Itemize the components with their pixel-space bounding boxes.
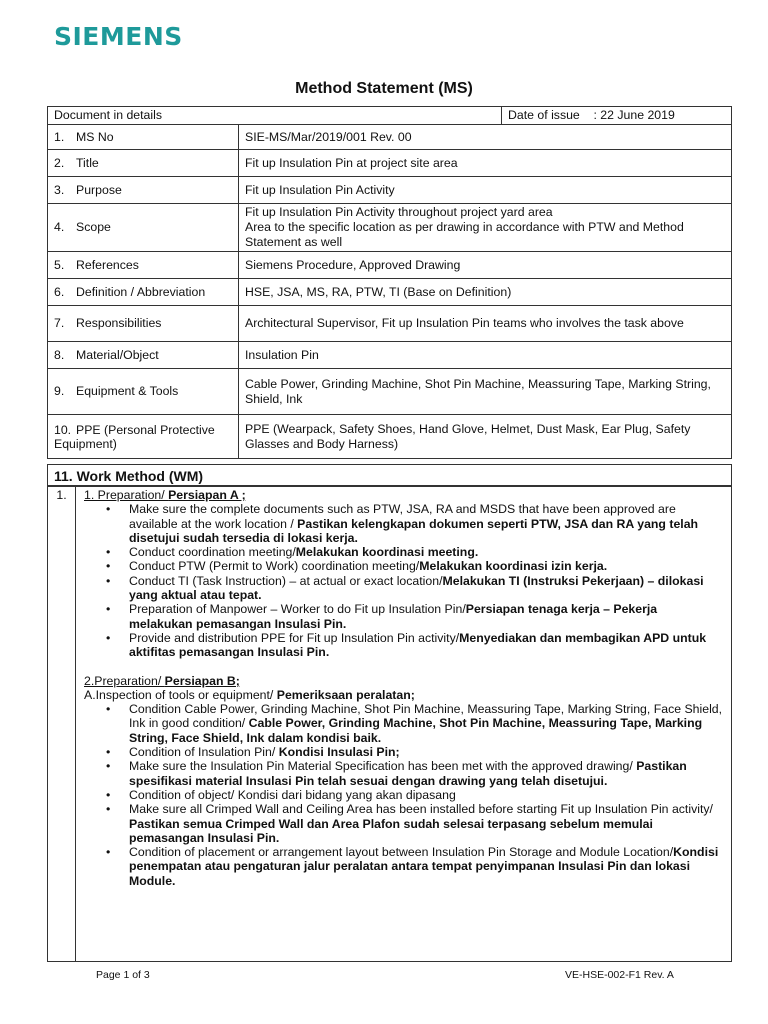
page-title: Method Statement (MS) <box>295 80 473 97</box>
info-row-num: 1. <box>54 129 65 144</box>
info-row-num: 7. <box>54 316 65 330</box>
info-row <box>48 125 732 150</box>
info-row-label: 10. PPE (Personal Protective Equipment) <box>48 415 239 459</box>
info-row-value: PPE (Wearpack, Safety Shoes, Hand Glove, Helmet, Dust Mask, Ear Plug, Safety Glasses and Body Harness) <box>239 415 732 459</box>
prep-a-title: 1. Preparation/ Persiapan A ; <box>84 488 246 502</box>
info-row <box>48 342 732 369</box>
info-row <box>48 150 732 177</box>
info-row-num: 2. <box>54 155 65 170</box>
info-row <box>48 306 732 342</box>
date-of-issue-value: : 22 June 2019 <box>593 108 675 122</box>
info-row-label: 4. Scope <box>48 204 239 252</box>
prep-b-subtitle: A.Inspection of tools or equipment/ Pemeriksaan peralatan; <box>84 687 415 702</box>
info-row-num: 9. <box>54 384 65 398</box>
list-item: • Condition of placement or arrangement layout between Insulation Pin Storage and Module Location/Kondisi penempatan atau pengaturan jalur peralatan antara tempat penyimpanan Insulasi Pin dan lokasi Module. <box>84 845 724 888</box>
info-row-value: Cable Power, Grinding Machine, Shot Pin Machine, Meassuring Tape, Marking String, Shield, Ink <box>239 369 732 415</box>
info-row <box>48 415 732 459</box>
info-row-label: 5. References <box>48 252 239 279</box>
info-row-label: 7. Responsibilities <box>48 306 239 342</box>
list-item: • Conduct TI (Task Instruction) – at actual or exact location/Melakukan TI (Instruksi Pekerjaan) – dilokasi yang aktual atau tepat. <box>84 574 724 603</box>
info-row-value: Fit up Insulation Pin Activity throughout project yard area Area to the specific location as per drawing in accordance with PTW and Method Statement as well <box>239 204 732 252</box>
info-row <box>48 204 732 252</box>
info-row-value: Architectural Supervisor, Fit up Insulation Pin teams who involves the task above <box>239 306 732 342</box>
info-row <box>48 177 732 204</box>
prep-b-list <box>84 702 724 888</box>
info-row-value: SIE-MS/Mar/2019/001 Rev. 00 <box>239 125 732 150</box>
info-row-num: 3. <box>54 182 65 197</box>
work-method-number: 1. <box>48 487 76 961</box>
info-row-value: Fit up Insulation Pin Activity <box>239 177 732 204</box>
work-method-heading: 11. Work Method (WM) <box>47 464 732 486</box>
info-row-label: 8. Material/Object <box>48 342 239 369</box>
info-row-label: 9. Equipment & Tools <box>48 369 239 415</box>
info-row <box>48 252 732 279</box>
info-row-num: 5. <box>54 257 65 272</box>
list-item: • Make sure all Crimped Wall and Ceiling Area has been installed before starting Fit up Insulation Pin activity/ Pastikan semua Crimped Wall dan Area Plafon sudah selesai terpasang sebelum memulai pemasangan Insulasi Pin. <box>84 802 724 845</box>
info-row-value: Insulation Pin <box>239 342 732 369</box>
list-item: • Condition of Insulation Pin/ Kondisi Insulasi Pin; <box>84 745 724 759</box>
date-of-issue-cell: Date of issue : 22 June 2019 <box>502 107 732 125</box>
work-method-content <box>84 488 724 888</box>
info-row-num: 6. <box>54 284 65 299</box>
info-row <box>48 369 732 415</box>
info-row-value: HSE, JSA, MS, RA, PTW, TI (Base on Definition) <box>239 279 732 306</box>
form-number: VE-HSE-002-F1 Rev. A <box>565 969 674 981</box>
list-item: • Condition Cable Power, Grinding Machine, Shot Pin Machine, Meassuring Tape, Marking String, Face Shield, Ink in good condition/ Cable Power, Grinding Machine, Shot Pin Machine, Meassuring Tape, Marking String, Face Shield, Ink dalam kondisi baik. <box>84 702 724 745</box>
document-details-label: Document in details <box>48 107 502 125</box>
info-row-value: Siemens Procedure, Approved Drawing <box>239 252 732 279</box>
info-row-num: 10. <box>54 422 72 437</box>
list-item: • Make sure the complete documents such as PTW, JSA, RA and MSDS that have been approved are available at the work location / Pastikan kelengkapan dokumen seperti PTW, JSA dan RA yang telah disetujui sudah tersedia di lokasi kerja. <box>84 502 724 545</box>
info-row-label: 2. Title <box>48 150 239 177</box>
work-method-box <box>47 486 732 962</box>
info-row-num: 4. <box>54 220 65 234</box>
info-row-label: 6. Definition / Abbreviation <box>48 279 239 306</box>
prep-a-list <box>84 502 724 659</box>
list-item: • Provide and distribution PPE for Fit up Insulation Pin activity/Menyediakan dan membagikan APD untuk aktifitas pemasangan Insulasi Pin. <box>84 631 724 660</box>
list-item: • Preparation of Manpower – Worker to do Fit up Insulation Pin/Persiapan tenaga kerja – Pekerja melakukan pemasangan Insulasi Pin. <box>84 602 724 631</box>
list-item: • Conduct coordination meeting/Melakukan koordinasi meeting. <box>84 545 724 559</box>
info-row-num: 8. <box>54 347 65 362</box>
info-row-value: Fit up Insulation Pin at project site area <box>239 150 732 177</box>
document-info-table <box>47 106 732 459</box>
prep-b-title: 2.Preparation/ Persiapan B; <box>84 673 240 688</box>
siemens-logo: SIEMENS <box>54 22 183 51</box>
page-number: Page 1 of 3 <box>96 969 150 981</box>
list-item: • Make sure the Insulation Pin Material Specification has been met with the approved drawing/ Pastikan spesifikasi material Insulasi Pin telah sesuai dengan drawing yang telah disetujui. <box>84 759 724 788</box>
info-row-label: 3. Purpose <box>48 177 239 204</box>
info-row-label: 1. MS No <box>48 125 239 150</box>
info-row <box>48 279 732 306</box>
list-item: • Condition of object/ Kondisi dari bidang yang akan dipasang <box>84 788 724 802</box>
list-item: • Conduct PTW (Permit to Work) coordination meeting/Melakukan koordinasi izin kerja. <box>84 559 724 573</box>
